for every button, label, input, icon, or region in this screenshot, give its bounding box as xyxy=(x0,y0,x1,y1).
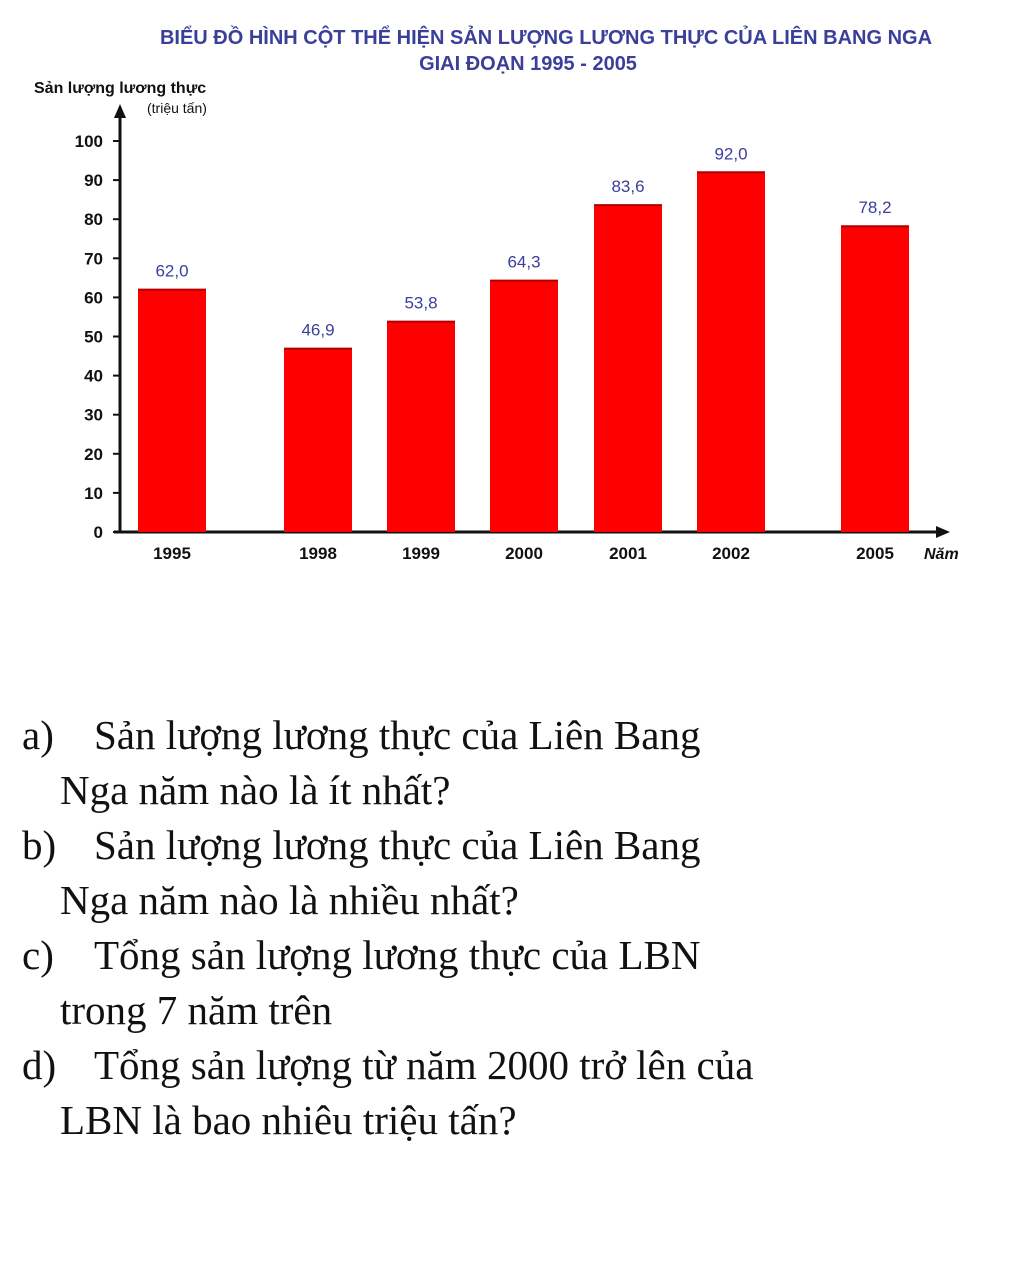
chart-title: BIỂU ĐỒ HÌNH CỘT THỂ HIỆN SẢN LƯỢNG LƯƠNG THỰC CỦA LIÊN BANG NGA xyxy=(159,27,933,49)
y-tick-label: 60 xyxy=(84,288,103,308)
question-text-line1: Sản lượng lương thực của Liên Bang xyxy=(94,822,701,868)
question-text-line2: Nga năm nào là ít nhất? xyxy=(60,767,451,813)
chart-subtitle: GIAI ĐOẠN 1995 - 2005 xyxy=(419,53,637,75)
question-c xyxy=(22,928,1002,1038)
y-tick-label: 90 xyxy=(84,171,103,191)
y-axis-arrow xyxy=(114,104,126,118)
question-text-line2: Nga năm nào là nhiều nhất? xyxy=(60,877,519,923)
question-marker: d) xyxy=(22,1042,57,1088)
data-label: 92,0 xyxy=(714,144,748,164)
y-tick-label: 100 xyxy=(74,132,103,151)
data-label: 64,3 xyxy=(507,252,541,272)
x-tick-label: 1999 xyxy=(402,544,440,563)
question-b xyxy=(22,818,1002,928)
question-text-line2: LBN là bao nhiêu triệu tấn? xyxy=(60,1097,517,1143)
y-tick-label: 40 xyxy=(84,366,103,386)
y-tick-label: 50 xyxy=(84,327,103,347)
bar-2005 xyxy=(841,226,909,532)
question-marker: c) xyxy=(22,932,54,978)
x-tick-label: 1995 xyxy=(153,544,191,563)
question-a xyxy=(22,708,1002,818)
question-marker: a) xyxy=(22,712,54,758)
bars xyxy=(138,172,909,532)
y-axis-title: Sản lượng lương thực xyxy=(34,80,207,97)
data-label: 46,9 xyxy=(301,320,335,340)
y-tick-label: 0 xyxy=(93,523,103,542)
bar-chart xyxy=(0,0,1024,600)
bar-2000 xyxy=(490,281,558,532)
question-text-line1: Tổng sản lượng lương thực của LBN xyxy=(94,932,701,978)
data-label: 78,2 xyxy=(858,198,892,218)
y-tick-label: 80 xyxy=(84,210,103,230)
y-ticks xyxy=(75,132,120,542)
y-tick-label: 20 xyxy=(84,444,103,464)
question-marker: b) xyxy=(22,822,57,868)
y-tick-label: 10 xyxy=(84,483,103,503)
bar-2002 xyxy=(697,172,765,532)
x-tick-label: 2001 xyxy=(609,544,647,563)
x-axis-title: Năm xyxy=(924,546,959,563)
x-axis-arrow xyxy=(936,526,950,538)
y-tick-label: 70 xyxy=(84,249,103,269)
x-tick-label: 1998 xyxy=(299,544,337,563)
data-label: 83,6 xyxy=(611,177,645,197)
y-tick-label: 30 xyxy=(84,405,103,425)
data-label: 53,8 xyxy=(404,293,438,313)
question-text-line2: trong 7 năm trên xyxy=(60,987,333,1033)
question-list xyxy=(22,708,1002,1148)
bar-1998 xyxy=(284,349,352,532)
x-tick-labels xyxy=(153,544,894,563)
bar-1995 xyxy=(138,290,206,532)
x-tick-label: 2000 xyxy=(505,544,543,563)
question-text-line1: Sản lượng lương thực của Liên Bang xyxy=(94,712,701,758)
x-tick-label: 2005 xyxy=(856,544,894,563)
y-axis-unit: (triệu tấn) xyxy=(147,100,207,116)
data-label: 62,0 xyxy=(155,261,189,281)
bar-1999 xyxy=(387,322,455,532)
bar-2001 xyxy=(594,205,662,532)
question-d xyxy=(22,1038,1002,1148)
x-tick-label: 2002 xyxy=(712,544,750,563)
question-text-line1: Tổng sản lượng từ năm 2000 trở lên của xyxy=(94,1042,754,1088)
